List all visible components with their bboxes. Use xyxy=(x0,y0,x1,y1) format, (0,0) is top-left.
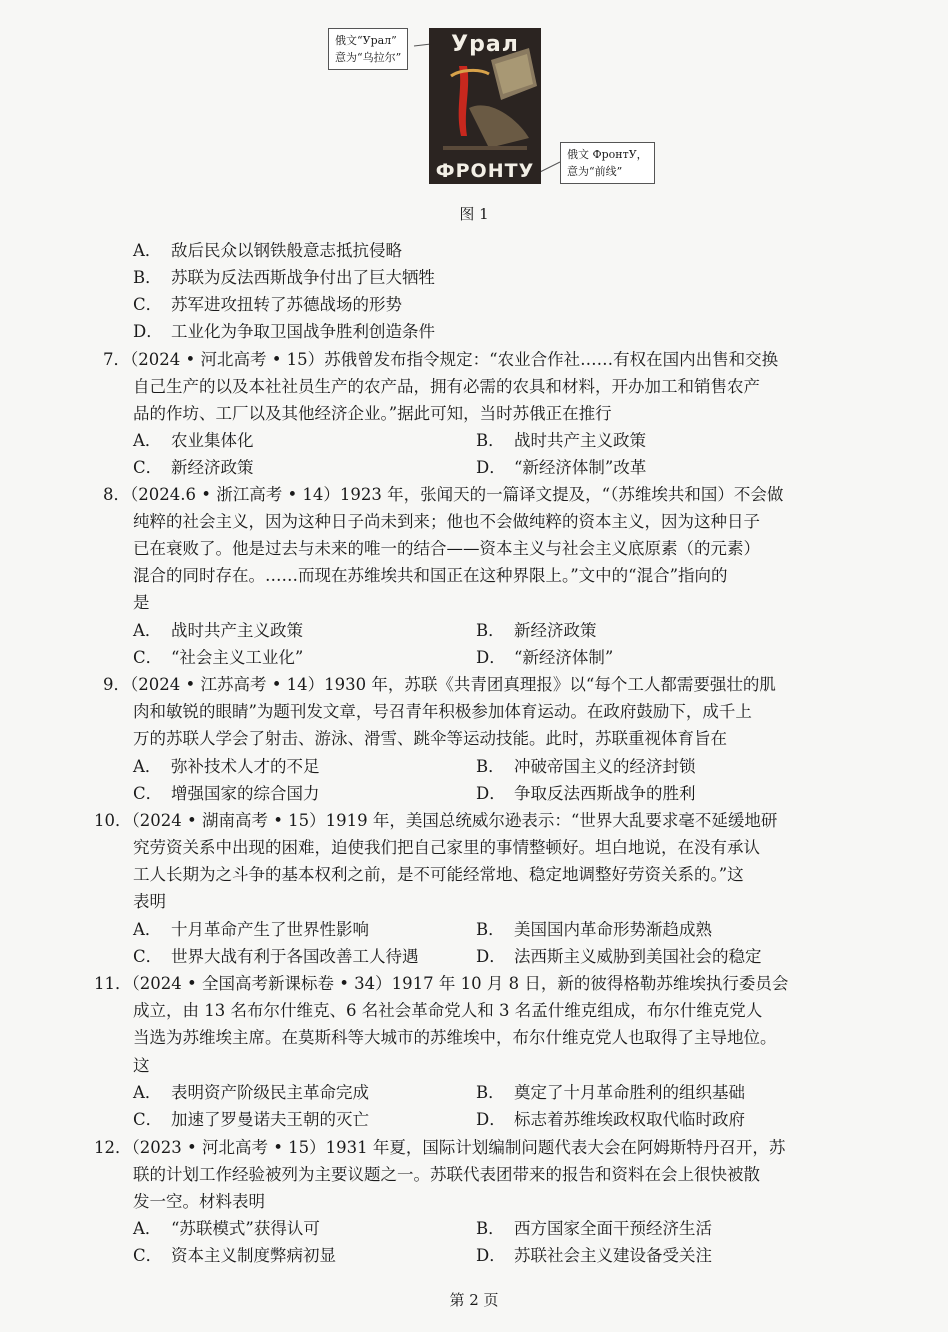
option-d: D． 工业化为争取卫国战争胜利创造条件 xyxy=(133,322,435,341)
question-12-stem: 12．（2023 • 河北高考 • 15）1931 年夏，国际计划编制问题代表大会在阿姆斯特丹召开，苏 xyxy=(94,1138,786,1157)
question-text-line: 当选为苏维埃主席。在莫斯科等大城市的苏维埃中，布尔什维克党人也取得了主导地位。 xyxy=(133,1028,777,1047)
question-text-line: 混合的同时存在。……而现在苏维埃共和国正在这种界限上。”文中的“混合”指向的 xyxy=(133,566,728,585)
option-a: A． 表明资产阶级民主革命完成 xyxy=(133,1083,369,1102)
question-text-line: 表明 xyxy=(133,892,166,911)
poster-bottom-word: ФРОНТУ xyxy=(435,160,535,182)
option-a: A． 十月革命产生了世界性影响 xyxy=(133,920,369,939)
question-number: 7． xyxy=(103,350,130,369)
question-text-line: 已在衰败了。他是过去与未来的唯一的结合——资本主义与社会主义底原素（的元素） xyxy=(133,539,760,558)
option-c: C． 资本主义制度弊病初显 xyxy=(133,1246,336,1265)
option-d: D． 争取反法西斯战争的胜利 xyxy=(476,784,696,803)
option-d: D． 法西斯主义威胁到美国社会的稳定 xyxy=(476,947,762,966)
option-c: C． 苏军进攻扭转了苏德战场的形势 xyxy=(133,295,402,314)
question-text-line: 品的作坊、工厂以及其他经济企业。”据此可知，当时苏俄正在推行 xyxy=(133,404,612,423)
option-b: B． 冲破帝国主义的经济封锁 xyxy=(476,757,696,776)
question-text-line: 这 xyxy=(133,1056,150,1075)
question-text-line: 是 xyxy=(133,593,150,612)
option-c: C． 新经济政策 xyxy=(133,458,254,477)
question-number: 12． xyxy=(94,1138,132,1157)
poster-figure xyxy=(328,22,658,192)
option-b: B． 新经济政策 xyxy=(476,621,597,640)
poster-top-word: Урал xyxy=(451,32,519,57)
question-text-line: 成立，由 13 名布尔什维克、6 名社会革命党人和 3 名孟什维克组成，布尔什维克党人 xyxy=(133,1001,763,1020)
option-b: B． 西方国家全面干预经济生活 xyxy=(476,1219,712,1238)
question-8-stem: 8．（2024.6 • 浙江高考 • 14）1923 年，张闻天的一篇译文提及，“（苏维埃共和国）不会做 xyxy=(103,485,784,504)
question-number: 10． xyxy=(94,811,132,830)
option-b: B． 美国国内革命形势渐趋成熟 xyxy=(476,920,712,939)
question-text-line: 究劳资关系中出现的困难，迫使我们把自己家里的事情整顿好。坦白地说，在没有承认 xyxy=(133,838,760,857)
question-7-stem: 7．（2024 • 河北高考 • 15）苏俄曾发布指令规定：“农业合作社……有权在国内出售和交换 xyxy=(103,350,779,369)
option-c: C． 加速了罗曼诺夫王朝的灭亡 xyxy=(133,1110,369,1129)
question-text-line: 纯粹的社会主义，因为这种日子尚未到来；他也不会做纯粹的资本主义，因为这种日子 xyxy=(133,512,760,531)
option-a: A． “苏联模式”获得认可 xyxy=(133,1219,320,1238)
option-d: D． “新经济体制” xyxy=(476,648,614,667)
question-9-stem: 9．（2024 • 江苏高考 • 14）1930 年，苏联《共青团真理报》以“每个工人都需要强壮的肌 xyxy=(103,675,776,694)
callout-line: 意为“前线” xyxy=(567,165,623,178)
question-10-stem: 10．（2024 • 湖南高考 • 15）1919 年，美国总统威尔逊表示：“世界大乱要求毫不延缓地研 xyxy=(94,811,778,830)
question-text-line: 万的苏联人学会了射击、游泳、滑雪、跳伞等运动技能。此时，苏联重视体育旨在 xyxy=(133,729,727,748)
option-b: B． 奠定了十月革命胜利的组织基础 xyxy=(476,1083,745,1102)
option-a: A． 弥补技术人才的不足 xyxy=(133,757,320,776)
question-text-line: 联的计划工作经验被列为主要议题之一。苏联代表团带来的报告和资料在会上很快被散 xyxy=(133,1165,760,1184)
option-d: D． “新经济体制”改革 xyxy=(476,458,647,477)
callout-front xyxy=(560,142,655,184)
question-text-line: 工人长期为之斗争的基本权利之前，是不可能经常地、稳定地调整好劳资关系的。”这 xyxy=(133,865,744,884)
callout-line: 意为“乌拉尔” xyxy=(335,51,402,64)
question-number: 9． xyxy=(103,675,130,694)
question-number: 11． xyxy=(94,974,132,993)
option-c: C． 世界大战有利于各国改善工人待遇 xyxy=(133,947,419,966)
soviet-poster-image xyxy=(429,28,541,184)
question-text-line: 肉和敏锐的眼睛”为题刊发文章，号召青年积极参加体育运动。在政府鼓励下，成千上 xyxy=(133,702,752,721)
figure-caption: 图 1 xyxy=(459,205,489,223)
option-b: B． 苏联为反法西斯战争付出了巨大牺牲 xyxy=(133,268,435,287)
callout-line: 俄文“Урал” xyxy=(335,34,397,47)
question-number: 8． xyxy=(103,485,130,504)
option-b: B． 战时共产主义政策 xyxy=(476,431,646,450)
callout-line: 俄文 ФронтУ， xyxy=(567,148,648,161)
option-a: A． 敌后民众以钢铁般意志抵抗侵略 xyxy=(133,241,402,260)
question-11-stem: 11．（2024 • 全国高考新课标卷 • 34）1917 年 10 月 8 日，新的彼得格勒苏维埃执行委员会 xyxy=(94,974,789,993)
option-d: D． 标志着苏维埃政权取代临时政府 xyxy=(476,1110,745,1129)
option-d: D． 苏联社会主义建设备受关注 xyxy=(476,1246,712,1265)
question-text-line: 自己生产的以及本社社员生产的农产品，拥有必需的农具和材料，开办加工和销售农产 xyxy=(133,377,760,396)
option-a: A． 农业集体化 xyxy=(133,431,254,450)
page-number: 第 2 页 xyxy=(449,1291,499,1309)
option-c: C． “社会主义工业化” xyxy=(133,648,304,667)
option-c: C． 增强国家的综合国力 xyxy=(133,784,320,803)
question-text-line: 发一空。材料表明 xyxy=(133,1192,265,1211)
option-a: A． 战时共产主义政策 xyxy=(133,621,303,640)
